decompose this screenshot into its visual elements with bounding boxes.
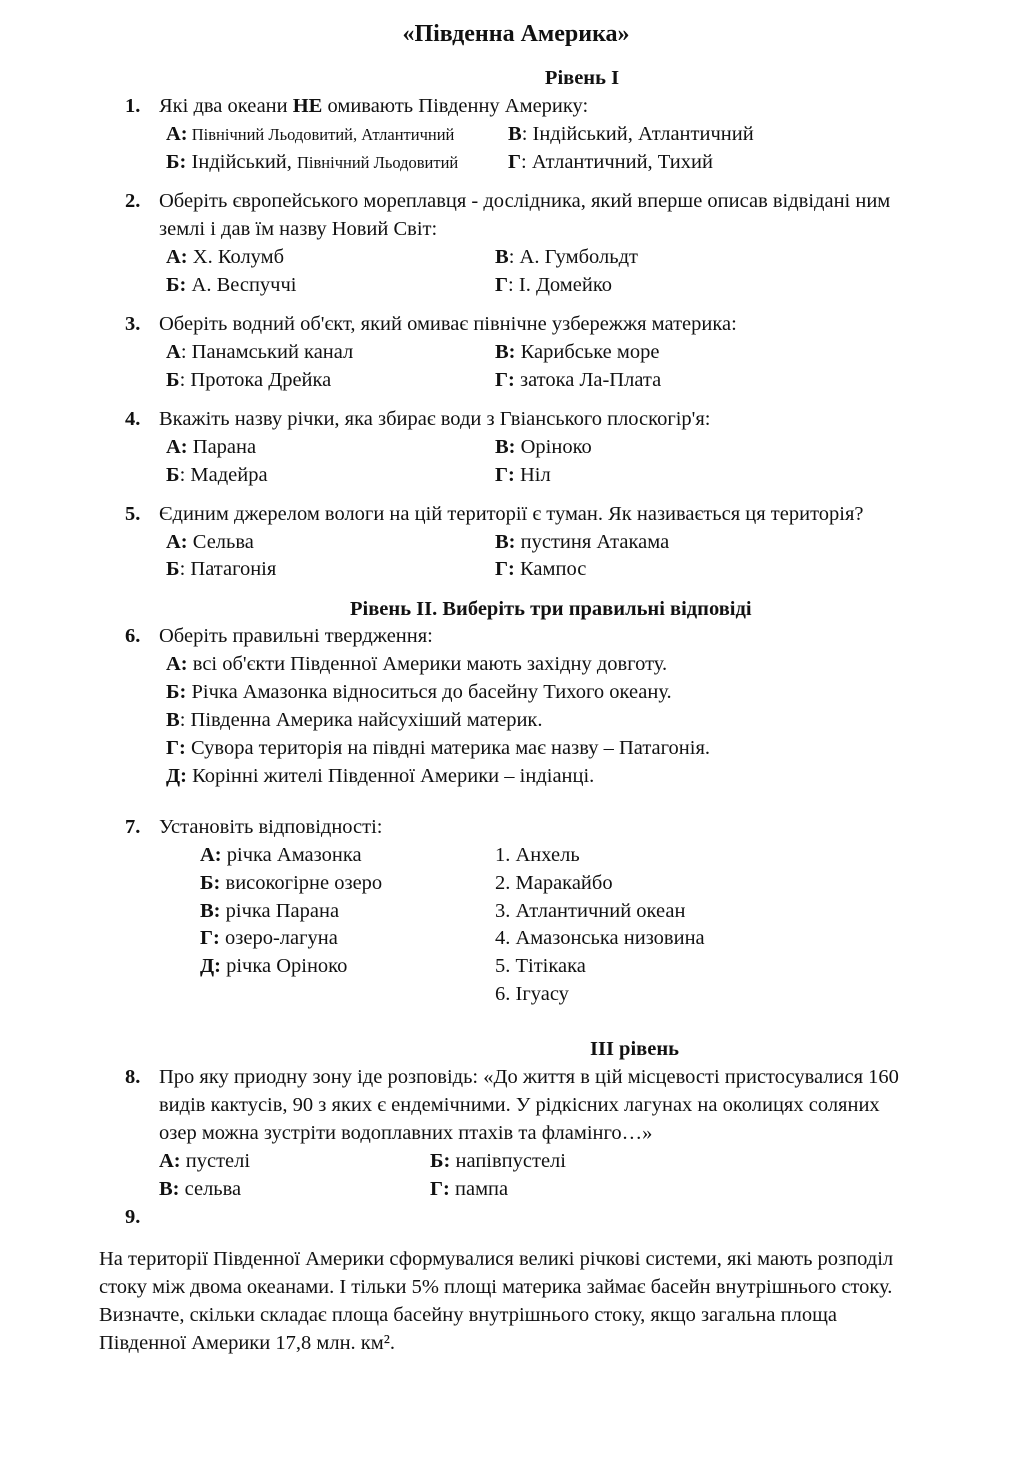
question-number: 8. — [125, 1066, 141, 1088]
answer-v: В: Оріноко — [495, 436, 592, 458]
question-text-line-1: Оберіть європейського мореплавця - дослідника, який вперше описав відвідані ним — [159, 190, 891, 212]
level-2-heading: Рівень ІІ. Виберіть три правильні відповіді — [350, 598, 752, 620]
answer-a: А: Панамський канал — [166, 341, 354, 363]
question-text: Оберіть водний об'єкт, який омиває північне узбережжя материка: — [159, 313, 737, 335]
question-text-line-1: Про яку приодну зону іде розповідь: «До життя в цій місцевості пристосувалися 160 — [159, 1066, 899, 1088]
question-text-line-2: землі і дав їм назву Новий Світ: — [159, 218, 438, 240]
match-right-1: 1. Анхель — [495, 844, 580, 866]
statement-b: Б: Річка Амазонка відноситься до басейну Тихого океану. — [166, 681, 672, 703]
question-number: 6. — [125, 625, 141, 647]
answer-b: Б: Патагонія — [166, 558, 277, 580]
answer-b: Б: А. Веспуччі — [166, 274, 297, 296]
answer-v: В: пустиня Атакама — [495, 531, 670, 553]
answer-b: Б: напівпустелі — [430, 1150, 566, 1172]
match-right-6: 6. Ігуасу — [495, 983, 569, 1005]
answer-g: Г: пампа — [430, 1178, 509, 1200]
match-right-4: 4. Амазонська низовина — [495, 927, 705, 949]
question-number: 1. — [125, 95, 141, 117]
match-right-2: 2. Маракайбо — [495, 872, 613, 894]
question-number: 3. — [125, 313, 141, 335]
question-number: 4. — [125, 408, 141, 430]
match-left-d: Д: річка Оріноко — [200, 955, 348, 977]
answer-v: В: Карибське море — [495, 341, 660, 363]
level-1-heading: Рівень І — [544, 67, 620, 89]
answer-b: Б: Індійський, Північний Льодовитий — [166, 151, 459, 173]
question-text-line-3: озер можна зустріти водоплавних птахів та фламінго…» — [159, 1122, 653, 1144]
answer-b: Б: Протока Дрейка — [166, 369, 332, 391]
statement-v: В: Південна Америка найсухіший материк. — [166, 709, 543, 731]
answer-v: В: Індійський, Атлантичний — [508, 123, 754, 145]
page-title: «Південна Америка» — [402, 21, 630, 47]
question-text: Єдиним джерелом вологи на цій території є туман. Як називається ця територія? — [159, 503, 864, 525]
answer-a: А: Х. Колумб — [166, 246, 285, 268]
answer-a: А: Північний Льодовитий, Атлантичний — [166, 123, 455, 145]
task-text-line-3: Визначте, скільки складає площа басейну внутрішнього стоку, якщо загальна площа — [99, 1304, 837, 1326]
match-right-5: 5. Тітікака — [495, 955, 586, 977]
answer-g: Г: І. Домейко — [495, 274, 612, 296]
match-left-v: В: річка Парана — [200, 900, 340, 922]
question-number: 5. — [125, 503, 141, 525]
answer-a: А: Сельва — [166, 531, 254, 553]
match-left-g: Г: озеро-лагуна — [200, 927, 338, 949]
match-left-b: Б: високогірне озеро — [200, 872, 383, 894]
answer-b: Б: Мадейра — [166, 464, 268, 486]
statement-a: А: всі об'єкти Південної Америки мають західну довготу. — [166, 653, 668, 675]
answer-g: Г: Кампос — [495, 558, 587, 580]
answer-v: В: сельва — [159, 1178, 242, 1200]
question-number: 2. — [125, 190, 141, 212]
statement-g: Г: Сувора територія на півдні материка має назву – Патагонія. — [166, 737, 710, 759]
answer-v: В: А. Гумбольдт — [495, 246, 638, 268]
question-text: Оберіть правильні твердження: — [159, 625, 433, 647]
question-text: Які два океани НЕ омивають Південну Америку: — [159, 95, 589, 117]
answer-a: А: пустелі — [159, 1150, 251, 1172]
question-text-line-2: видів кактусів, 90 з яких є ендемічними. У рідкісних лагунах на околицях соляних — [159, 1094, 880, 1116]
answer-g: Г: затока Ла-Плата — [495, 369, 662, 391]
question-text: Установіть відповідності: — [159, 816, 383, 838]
question-number: 9. — [125, 1206, 141, 1228]
answer-a: А: Парана — [166, 436, 257, 458]
statement-d: Д: Корінні жителі Південної Америки – індіанці. — [166, 765, 595, 787]
task-text-line-1: На території Південної Америки сформувалися великі річкові системи, які мають розподіл — [99, 1248, 894, 1270]
match-right-3: 3. Атлантичний океан — [495, 900, 686, 922]
question-number: 7. — [125, 816, 141, 838]
answer-g: Г: Атлантичний, Тихий — [508, 151, 713, 173]
task-text-line-4: Південної Америки 17,8 млн. км². — [99, 1332, 395, 1354]
answer-g: Г: Ніл — [495, 464, 551, 486]
level-3-heading: ІІІ рівень — [590, 1038, 679, 1060]
question-text: Вкажіть назву річки, яка збирає води з Гвіанського плоскогір'я: — [159, 408, 711, 430]
match-left-a: А: річка Амазонка — [200, 844, 362, 866]
task-text-line-2: стоку між двома океанами. І тільки 5% площі материка займає басейн внутрішнього стоку. — [99, 1276, 893, 1298]
